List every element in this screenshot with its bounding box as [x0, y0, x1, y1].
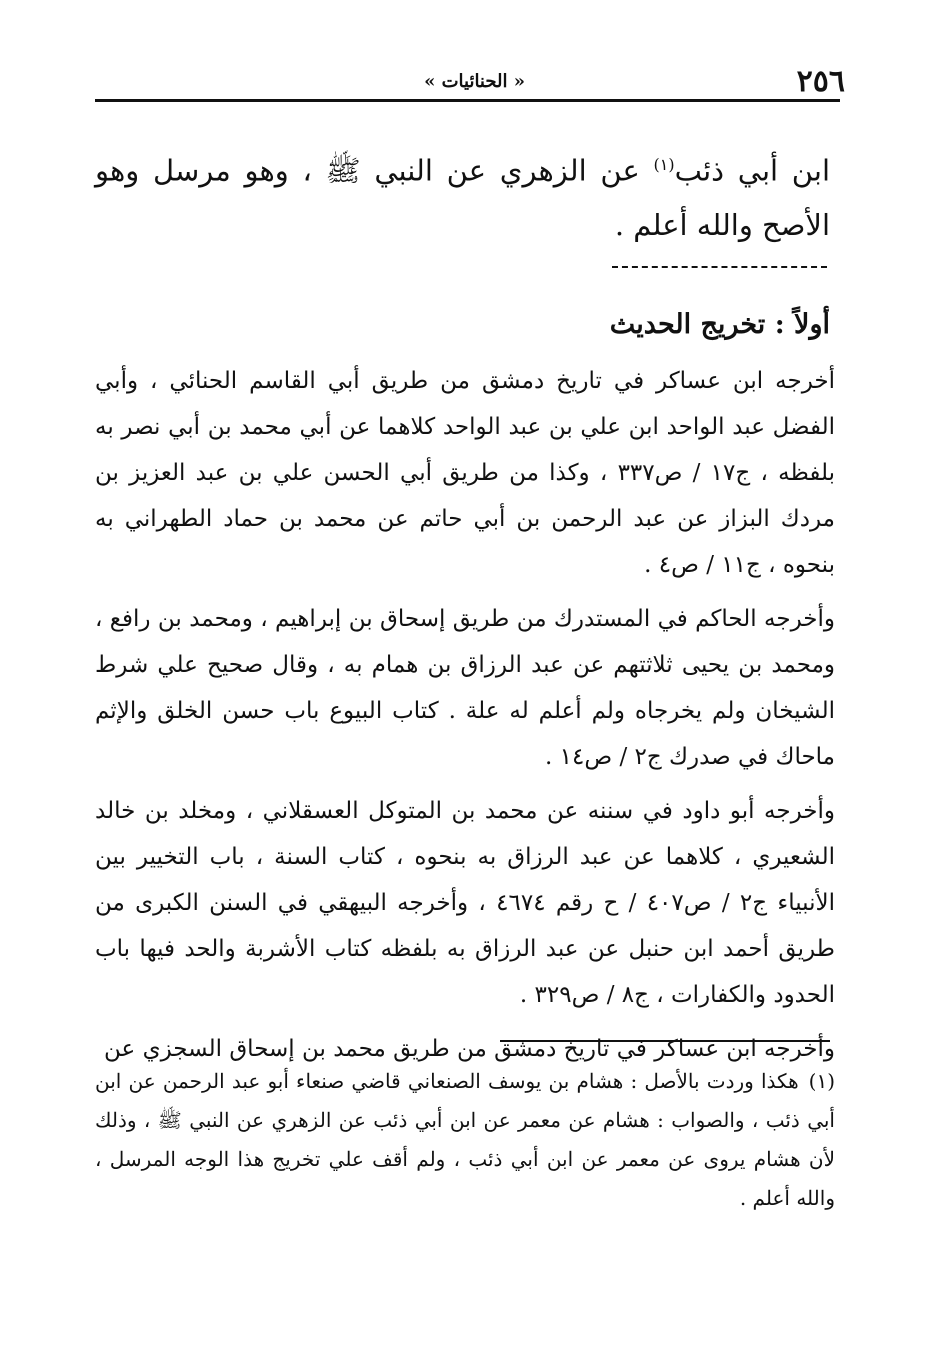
footnote-separator — [500, 1040, 830, 1042]
header-rule — [95, 99, 840, 102]
page-number: ٢٥٦ — [796, 64, 845, 99]
running-title: « الحنائيات » — [424, 71, 525, 92]
paragraph: وأخرجه أبو داود في سننه عن محمد بن المتوكل العسقلاني ، ومخلد بن خالد الشعيري ، كلاهما عن عبد الرزاق به بنحوه ، كتاب السنة ، باب التخيير بين الأنبياء ج٢ / ص٤٠٧ / ح رقم ٤٦٧٤ ، وأخرجه البيهقي في السنن الكبرى من طريق أحمد ابن حنبل عن عبد الرزاق به بلفظه كتاب الأشربة والحد فيها باب الحدود والكفارات ، ج٨ / ص٣٢٩ . — [95, 798, 835, 1008]
section-heading: أولاً : تخريج الحديث — [609, 309, 830, 340]
section-body — [95, 358, 835, 1080]
footnote-number: (١) — [808, 1069, 835, 1093]
paragraph: وأخرجه الحاكم في المستدرك من طريق إسحاق بن إبراهيم ، ومحمد بن رافع ، ومحمد بن يحيى ثلاثتهم عن عبد الرزاق بن همام به ، وقال صحيح علي شرط الشيخان ولم يخرجاه ولم أعلم له علة . كتاب البيوع باب حسن الخلق والإثم ماحاك في صدرك ج٢ / ص١٤ . — [95, 606, 835, 770]
intro-text-end: عن الزهري عن النبي ﷺ ، وهو مرسل وهو الأصح والله أعلم . — [95, 153, 830, 242]
intro-text-start: ابن أبي ذئب — [674, 153, 831, 188]
intro-paragraph — [95, 138, 830, 252]
paragraph: أخرجه ابن عساكر في تاريخ دمشق من طريق أبي القاسم الحنائي ، وأبي الفضل عبد الواحد ابن علي بن عبد الواحد كلاهما عن أبي محمد بن أبي نصر به بلفظه ، ج١٧ / ص٣٣٧ ، وكذا من طريق أبي الحسن علي بن عبد العزيز بن مردك البزاز عن عبد الرحمن بن أبي حاتم عن محمد بن حماد الطهراني به بنحوه ، ج١١ / ص٤ . — [95, 368, 835, 578]
footnote-text: هكذا وردت بالأصل : هشام بن يوسف الصنعاني قاضي صنعاء أبو عبد الرحمن عن ابن أبي ذئب ، والصواب : هشام عن معمر عن ابن أبي ذئب عن الزهري عن النبي ﷺ ، وذلك لأن هشام يروى عن معمر عن ابن أبي ذئب ، ولم أقف علي تخريج هذا الوجه المرسل ، والله أعلم . — [95, 1069, 835, 1210]
footnote — [95, 1062, 835, 1218]
dashed-separator — [612, 266, 827, 268]
paragraph: وأخرجه ابن عساكر في تاريخ دمشق من طريق محمد بن إسحاق السجزي عن — [104, 1036, 835, 1062]
page-header — [95, 62, 845, 102]
footnote-reference: (١) — [653, 155, 675, 174]
